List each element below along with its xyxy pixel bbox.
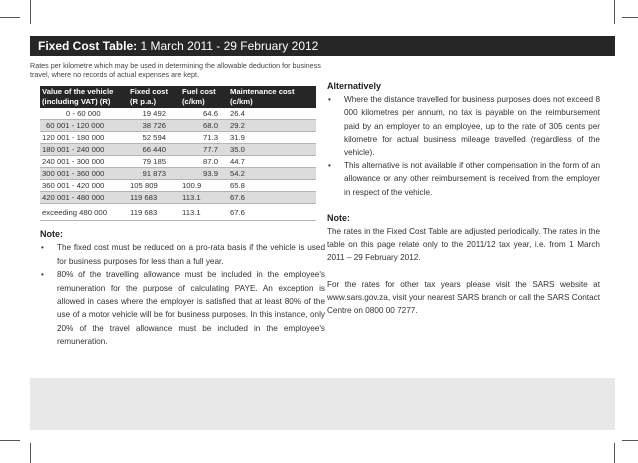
table-row bbox=[40, 180, 316, 192]
cell-fuel-cost: 68.0 bbox=[180, 120, 228, 132]
cell-fuel-cost: 64.6 bbox=[180, 108, 228, 120]
cell-fuel-cost: 71.3 bbox=[180, 132, 228, 144]
table-row bbox=[40, 120, 316, 132]
cell-fuel-cost: 87.0 bbox=[180, 156, 228, 168]
cell-fuel-cost: 100.9 bbox=[180, 180, 228, 192]
column-header-vehicle-value: Value of the vehicle (including VAT) (R) bbox=[40, 86, 128, 108]
cell-vehicle-value: 60 001 - 120 000 bbox=[40, 120, 128, 132]
cell-vehicle-value: 0 - 60 000 bbox=[40, 108, 128, 120]
column-header-maintenance-cost: Maintenance cost (c/km) bbox=[228, 86, 316, 108]
page-title-bar bbox=[30, 36, 615, 56]
crop-mark-top-right-h bbox=[622, 17, 638, 18]
cell-fixed-cost: 38 726 bbox=[128, 120, 180, 132]
left-note-heading: Note: bbox=[40, 229, 63, 239]
table-row bbox=[40, 108, 316, 120]
table-row bbox=[40, 204, 316, 221]
cell-vehicle-value: exceeding 480 000 bbox=[40, 204, 128, 221]
cell-fuel-cost: 93.9 bbox=[180, 168, 228, 180]
crop-mark-bottom-left-v bbox=[30, 443, 31, 463]
cell-fixed-cost: 79 185 bbox=[128, 156, 180, 168]
cell-fixed-cost: 19 492 bbox=[128, 108, 180, 120]
rates-adjusted-paragraph: The rates in the Fixed Cost Table are adjusted periodically. The rates in the table on this page relate only to the 2011/12 tax year, i.e. from 1 March 2011 – 29 February 2012. bbox=[327, 227, 600, 263]
cell-fixed-cost: 105 809 bbox=[128, 180, 180, 192]
cell-vehicle-value: 240 001 - 300 000 bbox=[40, 156, 128, 168]
right-column bbox=[327, 80, 600, 317]
intro-text: Rates per kilometre which may be used in determining the allowable deduction for business travel, where no records of actual expenses are kept. bbox=[30, 61, 321, 80]
page-title-dates: 1 March 2011 - 29 February 2012 bbox=[137, 39, 319, 53]
sars-contact-paragraph: For the rates for other tax years please visit the SARS website at www.sars.gov.za, visit your nearest SARS branch or call the SARS Contact Centre on 0800 00 7277. bbox=[327, 279, 600, 316]
table-row bbox=[40, 168, 316, 180]
cell-fixed-cost: 52 594 bbox=[128, 132, 180, 144]
list-item: • Where the distance travelled for business purposes does not exceed 8 000 kilometres per annum, no tax is payable on the reimbursement paid by an employer to an employee, up to the rate of 305 cents per kilometre for actual business mileage travelled (regardless of the vehicle). bbox=[327, 93, 600, 159]
page-title-bold: Fixed Cost Table: bbox=[38, 39, 138, 53]
cell-fuel-cost: 113.1 bbox=[180, 192, 228, 204]
cell-fixed-cost: 66 440 bbox=[128, 144, 180, 156]
fixed-cost-table bbox=[40, 86, 316, 221]
right-note-heading: Note: bbox=[327, 212, 350, 223]
footer-band bbox=[30, 378, 615, 430]
cell-fuel-cost: 113.1 bbox=[180, 204, 228, 221]
cell-fuel-cost: 77.7 bbox=[180, 144, 228, 156]
cell-fixed-cost: 119 683 bbox=[128, 204, 180, 221]
list-item: • 80% of the travelling allowance must be included in the employee's remuneration for the purpose of calculating PAYE. An exception is allowed in cases where the employer is satisfied that at least 80% of the use of a motor vehicle will be for business purposes. In this instance, only 20% of the travel allowance must be included in the employee's remuneration. bbox=[40, 268, 325, 348]
table-row bbox=[40, 156, 316, 168]
cell-fixed-cost: 91 873 bbox=[128, 168, 180, 180]
table-row bbox=[40, 144, 316, 156]
list-item: • The fixed cost must be reduced on a pro-rata basis if the vehicle is used for business purposes for less than a full year. bbox=[40, 241, 325, 268]
cell-maintenance-cost: 67.6 bbox=[228, 204, 316, 221]
column-header-fixed-cost: Fixed cost (R p.a.) bbox=[128, 86, 180, 108]
cell-maintenance-cost: 67.6 bbox=[228, 192, 316, 204]
crop-mark-top-right-v bbox=[614, 0, 615, 24]
left-note-list bbox=[40, 241, 325, 348]
cell-vehicle-value: 360 001 - 420 000 bbox=[40, 180, 128, 192]
cell-maintenance-cost: 44.7 bbox=[228, 156, 316, 168]
list-item: • This alternative is not available if other compensation in the form of an allowance or any other reimbursement is received from the employer in respect of the vehicle. bbox=[327, 159, 600, 199]
table-row bbox=[40, 132, 316, 144]
cell-maintenance-cost: 35.0 bbox=[228, 144, 316, 156]
cell-vehicle-value: 180 001 - 240 000 bbox=[40, 144, 128, 156]
cell-maintenance-cost: 26.4 bbox=[228, 108, 316, 120]
table-row bbox=[40, 192, 316, 204]
crop-mark-top-left-h bbox=[0, 17, 20, 18]
cell-maintenance-cost: 29.2 bbox=[228, 120, 316, 132]
cell-maintenance-cost: 31.9 bbox=[228, 132, 316, 144]
cell-fixed-cost: 119 683 bbox=[128, 192, 180, 204]
crop-mark-top-left-v bbox=[30, 0, 31, 24]
column-header-fuel-cost: Fuel cost (c/km) bbox=[180, 86, 228, 108]
cell-vehicle-value: 120 001 - 180 000 bbox=[40, 132, 128, 144]
crop-mark-bottom-right-h bbox=[622, 440, 638, 441]
cell-maintenance-cost: 65.8 bbox=[228, 180, 316, 192]
crop-mark-bottom-right-v bbox=[614, 443, 615, 463]
table-header-row bbox=[40, 86, 316, 108]
crop-mark-bottom-left-h bbox=[0, 440, 20, 441]
cell-vehicle-value: 300 001 - 360 000 bbox=[40, 168, 128, 180]
alternatively-list bbox=[327, 93, 600, 199]
alternatively-heading: Alternatively bbox=[327, 81, 382, 91]
left-notes bbox=[40, 228, 325, 349]
cell-maintenance-cost: 54.2 bbox=[228, 168, 316, 180]
cell-vehicle-value: 420 001 - 480 000 bbox=[40, 192, 128, 204]
